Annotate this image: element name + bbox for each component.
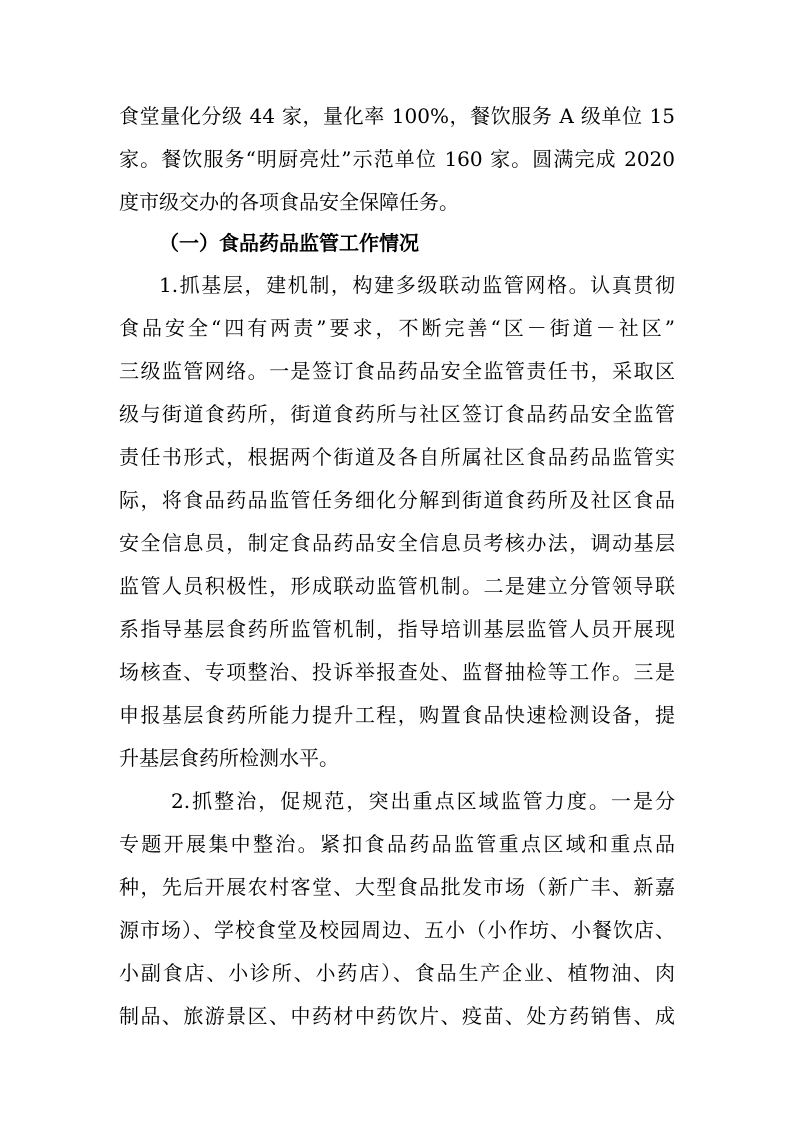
- paragraph-line: 食堂量化分级 44 家，量化率 100%，餐饮服务 A 级单位 15: [119, 104, 675, 128]
- paragraph-line: 家。餐饮服务“明厨亮灶”示范单位 160 家。圆满完成 2020: [119, 147, 675, 171]
- paragraph-line: 安全信息员，制定食品药品安全信息员考核办法，调动基层: [119, 531, 675, 555]
- paragraph-line: 际，将食品药品监管任务细化分解到街道食药所及社区食品: [119, 488, 675, 512]
- paragraph-line: 场核查、专项整治、投诉举报查处、监督抽检等工作。三是: [119, 660, 675, 684]
- paragraph-line: 申报基层食药所能力提升工程，购置食品快速检测设备，提: [119, 703, 675, 727]
- paragraph-line: 制品、旅游景区、中药材中药饮片、疫苗、处方药销售、成: [119, 1004, 675, 1028]
- paragraph-line: 三级监管网络。一是签订食品药品安全监管责任书，采取区: [119, 359, 675, 383]
- section-heading: （一）食品药品监管工作情况: [159, 231, 419, 255]
- paragraph-line: 1.抓基层，建机制，构建多级联动监管网格。认真贯彻: [159, 273, 675, 297]
- paragraph-line: 系指导基层食药所监管机制，指导培训基层监管人员开展现: [119, 617, 675, 641]
- paragraph-line: 种，先后开展农村客堂、大型食品批发市场（新广丰、新嘉: [119, 875, 675, 899]
- paragraph-line: 级与街道食药所，街道食药所与社区签订食品药品安全监管: [119, 402, 675, 426]
- paragraph-line: 责任书形式，根据两个街道及各自所属社区食品药品监管实: [119, 445, 675, 469]
- paragraph-line: 度市级交办的各项食品安全保障任务。: [119, 190, 459, 214]
- paragraph-line: 专题开展集中整治。紧扣食品药品监管重点区域和重点品: [119, 832, 675, 856]
- paragraph-line: 源市场）、学校食堂及校园周边、五小（小作坊、小餐饮店、: [119, 918, 675, 942]
- paragraph-line: 2.抓整治，促规范，突出重点区域监管力度。一是分: [171, 789, 675, 813]
- paragraph-line: 小副食店、小诊所、小药店）、食品生产企业、植物油、肉: [119, 961, 675, 985]
- paragraph-line: 监管人员积极性，形成联动监管机制。二是建立分管领导联: [119, 574, 675, 598]
- paragraph-line: 升基层食药所检测水平。: [119, 746, 339, 770]
- paragraph-line: 食品安全“四有两责”要求，不断完善“区－街道－社区”: [119, 316, 675, 340]
